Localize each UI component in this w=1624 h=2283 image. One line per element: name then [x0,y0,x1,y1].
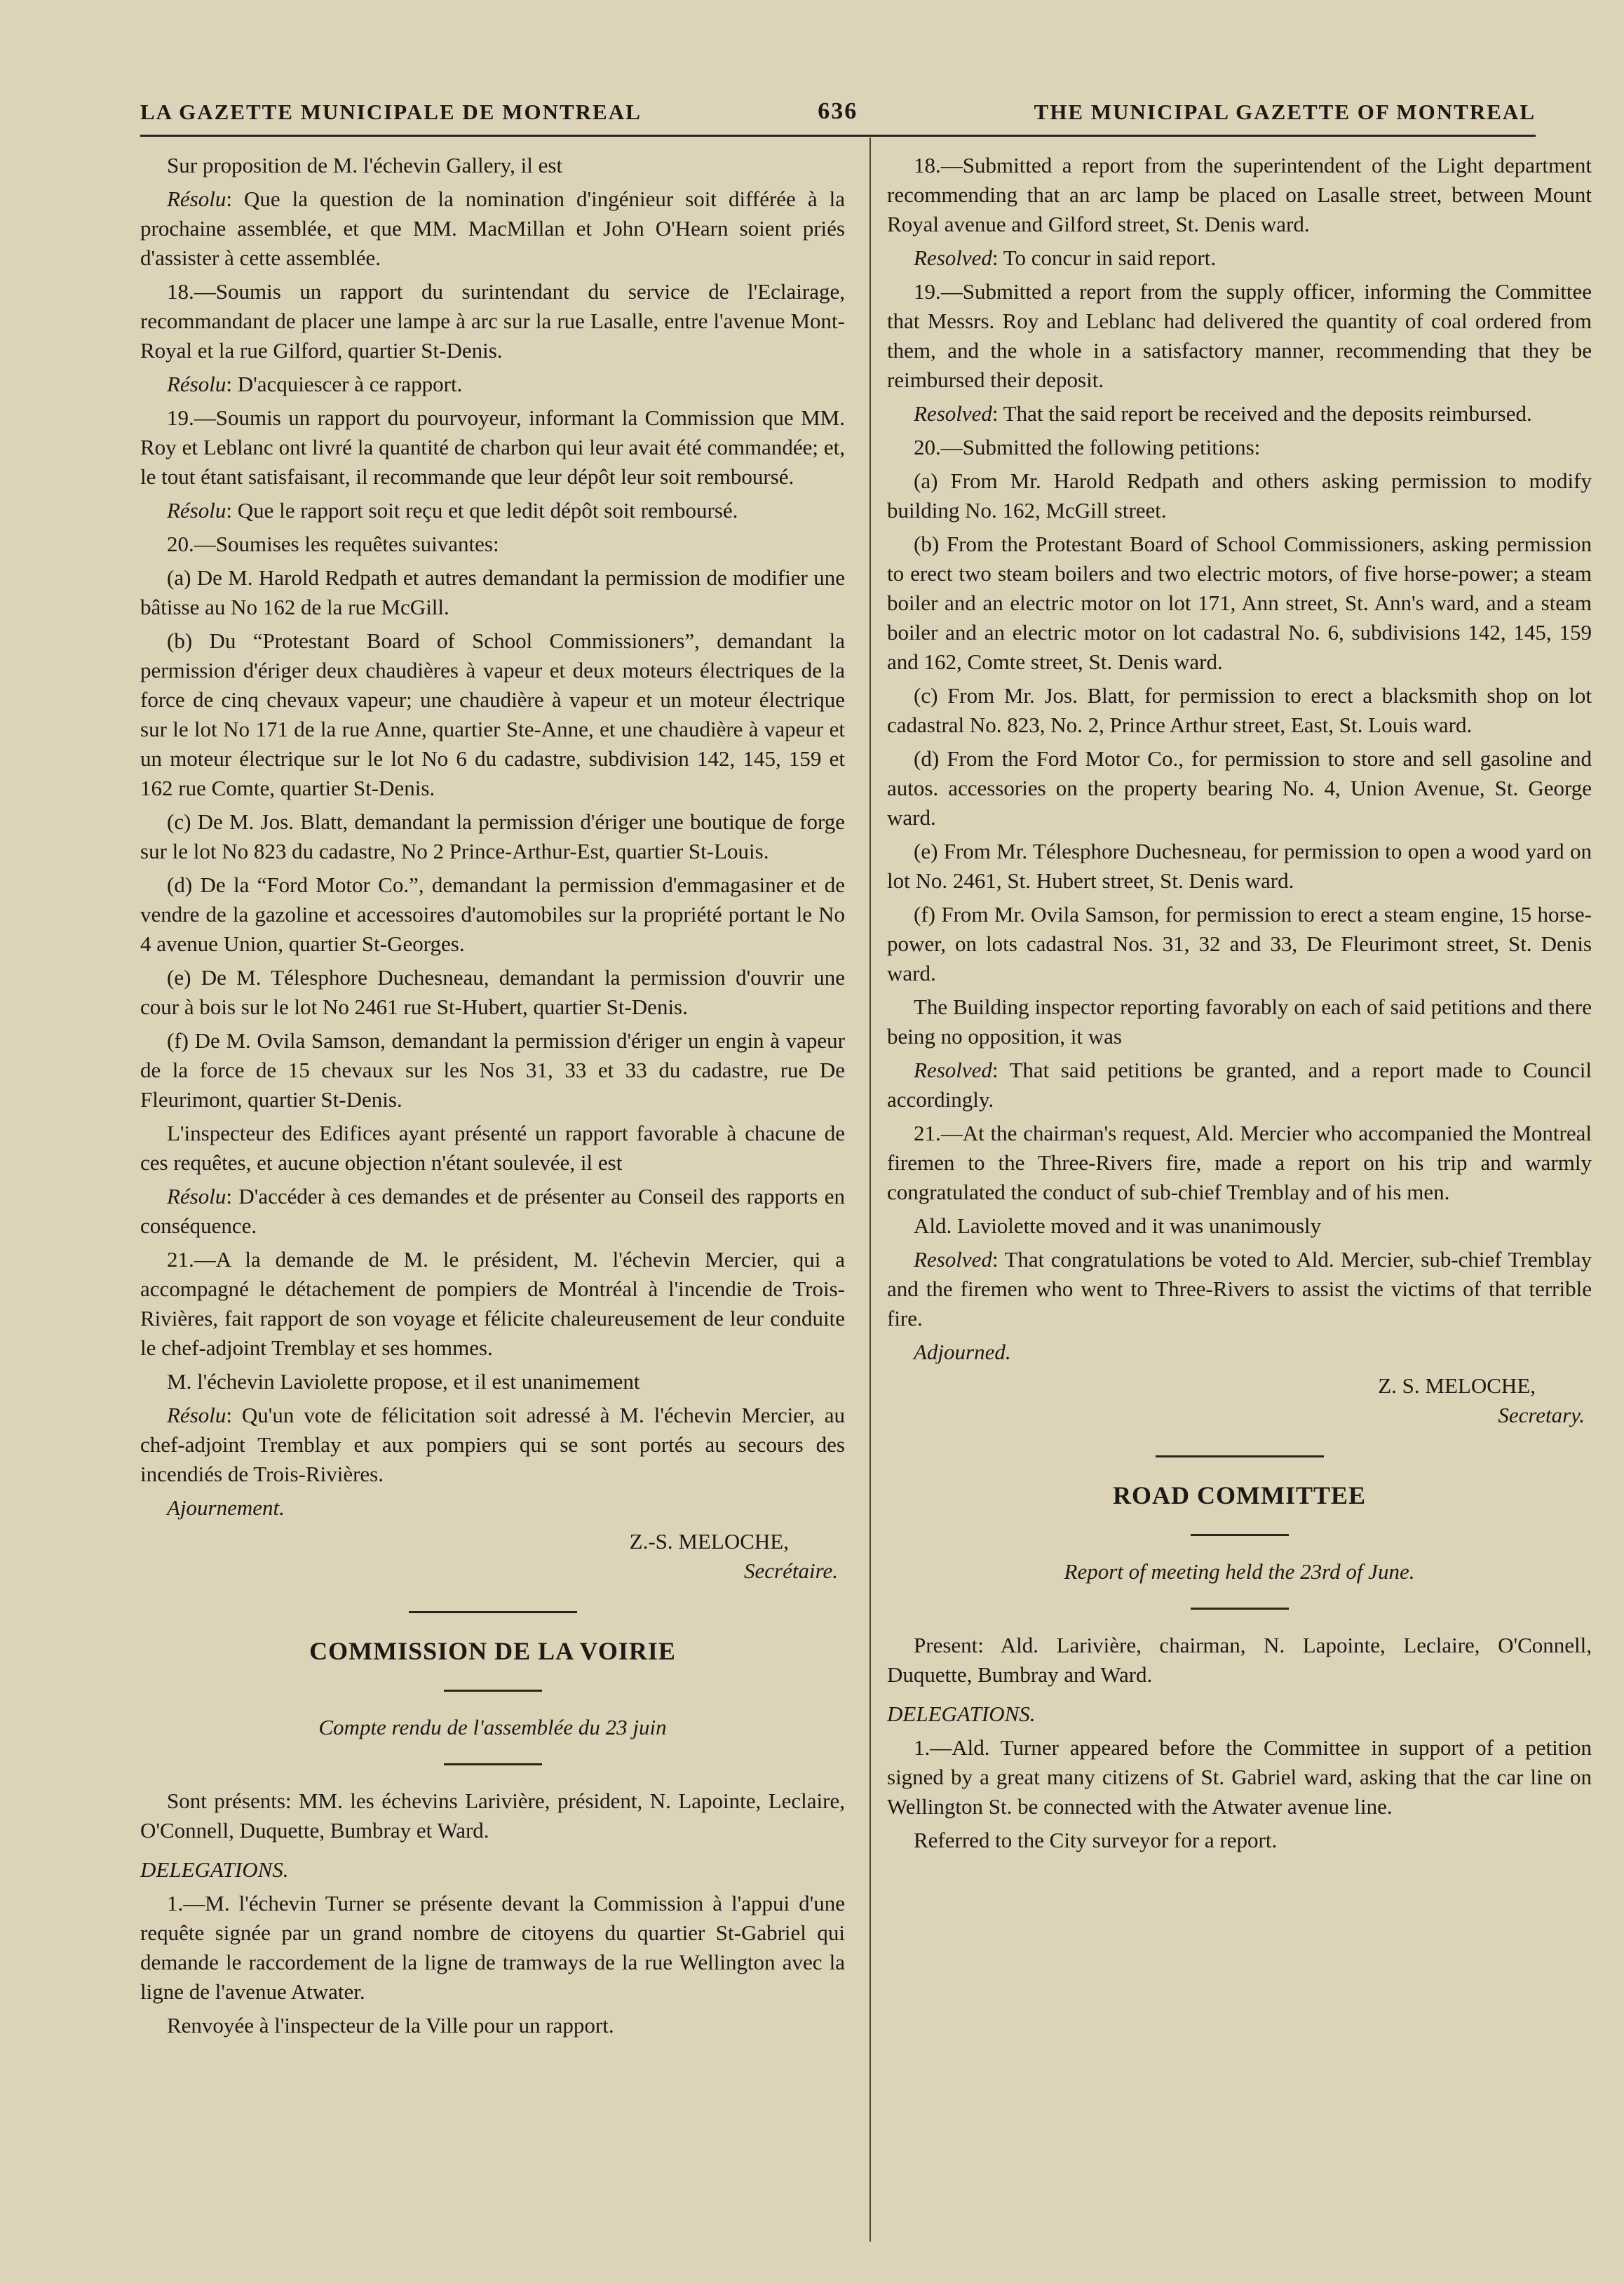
paragraph: (e) From Mr. Télesphore Duchesneau, for permission to open a wood yard on lot No. 2461, St. Hubert street, St. Denis ward. [887,839,1592,893]
signature-block [140,1527,845,1586]
header-english-title: THE MUNICIPAL GAZETTE OF MONTREAL [1034,100,1536,124]
paragraph: Sont présents: MM. les échevins Larivière, président, N. Lapointe, Leclaire, O'Connell, Duquette, Bumbray et Ward. [140,1788,845,1843]
resolu-label: Résolu [167,1403,226,1427]
section-subtitle: Report of meeting held the 23rd of June. [1064,1558,1415,1584]
paragraph: (c) De M. Jos. Blatt, demandant la permission d'ériger une boutique de forge sur le lot No 823 du cadastre, No 2 Prince-Arthur-Est, quartier St-Louis. [140,809,845,863]
paragraph: (d) De la “Ford Motor Co.”, demandant la permission d'emmagasiner et de vendre de la gazoline et accessoires d'automobiles sur la propriété portant le No 4 avenue Union, quartier St-Georges. [140,873,845,956]
paragraph: (f) From Mr. Ovila Samson, for permission to erect a steam engine, 15 horse-power, on lots cadastral Nos. 31, 32 and 33, De Fleurimont street, St. Denis ward. [887,902,1592,985]
paragraph: Present: Ald. Larivière, chairman, N. Lapointe, Leclaire, O'Connell, Duquette, Bumbray and Ward. [887,1632,1592,1687]
paragraph: Resolved: To concur in said report. [914,245,1217,270]
header-french-title: LA GAZETTE MUNICIPALE DE MONTREAL [140,100,642,124]
delegations-heading: DELEGATIONS. [140,1857,289,1882]
section-rule [1156,1455,1324,1457]
paragraph: (c) From Mr. Jos. Blatt, for permission to erect a blacksmith shop on lot cadastral No. 823, No. 2, Prince Arthur street, East, St. Louis ward. [887,683,1592,737]
paragraph: M. l'échevin Laviolette propose, et il est unanimement [167,1369,640,1394]
paragraph: (f) De M. Ovila Samson, demandant la permission d'ériger un engin à vapeur de la force de 15 chevaux sur les Nos 31, 33 et 33 du cadastre, rue De Fleurimont, quartier St-Denis. [140,1028,845,1112]
page-header [140,83,1536,125]
signature-name: Z. S. MELOCHE, [1378,1373,1536,1398]
paragraph: The Building inspector reporting favorably on each of said petitions and there being no opposition, it was [887,995,1592,1049]
paragraph: Resolved: That said petitions be granted, and a report made to Council accordingly. [887,1058,1592,1112]
section-title: ROAD COMMITTEE [1112,1481,1366,1509]
resolu-label: Résolu [167,372,226,396]
header-rule [140,135,1536,137]
paragraph: (a) De M. Harold Redpath et autres demandant la permission de modifier une bâtisse au No 162 de la rue McGill. [140,565,845,619]
page-number: 636 [818,98,858,124]
paragraph: Ald. Laviolette moved and it was unanimously [914,1213,1322,1238]
signature-title: Secretary. [1498,1403,1585,1427]
paragraph: 18.—Soumis un rapport du surintendant du service de l'Eclairage, recommandant de placer une lampe à arc sur la rue Lasalle, entre l'avenue Mont-Royal et la rue Gilford, quartier St-Denis. [140,279,845,363]
section-title: COMMISSION DE LA VOIRIE [309,1637,676,1665]
paragraph: Referred to the City surveyor for a report. [914,1827,1278,1852]
paragraph: 20.—Submitted the following petitions: [914,435,1261,459]
delegations-heading: DELEGATIONS. [887,1701,1036,1726]
title-rule [1191,1534,1289,1536]
paragraph: 1.—M. l'échevin Turner se présente devant la Commission à l'appui d'une requête signée par un grand nombre de citoyens du quartier St-Gabriel qui demande le raccordement de la ligne de tramways de la rue Wellington avec la ligne de l'avenue Atwater. [140,1890,845,2004]
paragraph: Résolu: D'acquiescer à ce rapport. [167,372,463,396]
paragraph: Renvoyée à l'inspecteur de la Ville pour un rapport. [167,2012,614,2038]
paragraph: (a) From Mr. Harold Redpath and others asking permission to modify building No. 162, McGill street. [887,469,1592,523]
column-divider [869,137,871,2242]
paragraph: 1.—Ald. Turner appeared before the Committee in support of a petition signed by a great many citizens of St. Gabriel ward, asking that the car line on Wellington St. be connected with the Atwater avenue line. [887,1735,1592,1819]
paragraph: 20.—Soumises les requêtes suivantes: [167,532,499,556]
paragraph: Résolu: Que le rapport soit reçu et que ledit dépôt soit remboursé. [167,498,738,523]
paragraph: 19.—Submitted a report from the supply officer, informing the Committee that Messrs. Roy and Leblanc had delivered the quantity of coal ordered from them, and the whole in a satisfactory manner, recommending that they be reimbursed their deposit. [887,279,1592,392]
paragraph: Resolved: That congratulations be voted to Ald. Mercier, sub-chief Tremblay and the firemen who went to Three-Rivers to assist the victims of that terrible fire. [887,1247,1592,1331]
resolu-label: Résolu [167,187,226,211]
signature-name: Z.-S. MELOCHE, [629,1529,789,1554]
paragraph: (d) From the Ford Motor Co., for permission to store and sell gasoline and autos. accessories on the property bearing No. 4, Union Avenue, St. George ward. [887,746,1592,830]
signature-title: Secrétaire. [744,1558,838,1583]
paragraph: (e) De M. Télesphore Duchesneau, demandant la permission d'ouvrir une cour à bois sur le lot No 2461 rue St-Hubert, quartier St-Denis. [140,965,845,1019]
paragraph: 21.—At the chairman's request, Ald. Mercier who accompanied the Montreal firemen to the Three-Rivers fire, made a report on his trip and warmly congratulated the conduct of sub-chief Tremblay and of his men. [887,1121,1592,1204]
resolved-label: Resolved [914,1058,992,1082]
section-rule [409,1611,577,1613]
resolu-label: Résolu [167,1184,226,1208]
paragraph: 21.—A la demande de M. le président, M. l'échevin Mercier, qui a accompagné le détachement de pompiers de Montréal à l'incendie de Trois-Rivières, fait rapport de son voyage et félicite chaleureusement de leur conduite le chef-adjoint Tremblay et ses hommes. [140,1247,845,1360]
paragraph: Sur proposition de M. l'échevin Gallery, il est [167,153,563,177]
resolved-label: Resolved [914,245,992,270]
paragraph: Resolved: That the said report be received and the deposits reimbursed. [914,401,1532,426]
subtitle-rule [1191,1608,1289,1610]
paragraph: Résolu: Qu'un vote de félicitation soit adressé à M. l'échevin Mercier, au chef-adjoint Tremblay et aux pompiers qui se sont portés au secours des incendiés de Trois-Rivières. [140,1403,845,1486]
resolved-label: Resolved [914,1247,992,1272]
paragraph: Résolu: Que la question de la nomination d'ingénieur soit différée à la prochaine assemblée, et que MM. MacMillan et John O'Hearn soient priés d'assister à cette assemblée. [140,187,845,270]
paragraph: (b) From the Protestant Board of School Commissioners, asking permission to erect two steam boilers and two electric motors, of five horse-power; a steam boiler and an electric motor on lot 171, Ann street, St. Ann's ward, and a steam boiler and an electric motor on lot cadastral No. 6, subdivisions 142, 145, 159 and 162, Comte street, St. Denis ward. [887,532,1592,674]
signature-block [887,1371,1592,1430]
paragraph: (b) Du “Protestant Board of School Commissioners”, demandant la permission d'ériger deux chaudières à vapeur et deux moteurs électriques de la force de cinq chevaux vapeur; une chaudière à vapeur et un moteur électrique sur le lot No 171 de la rue Anne, quartier Ste-Anne, et une chaudière à vapeur et un moteur électrique sur le lot No 6 du cadastre, subdivision 142, 145, 159 et 162 rue Comte, quartier St-Denis. [140,628,845,800]
english-column [887,151,1592,1859]
adjournment: Ajournement. [167,1495,285,1520]
section-subtitle: Compte rendu de l'assemblée du 23 juin [318,1714,667,1739]
french-column [140,151,845,2045]
paragraph: L'inspecteur des Edifices ayant présenté un rapport favorable à chacune de ces requêtes, et aucune objection n'étant soulevée, il est [140,1121,845,1175]
adjournment: Adjourned. [914,1340,1011,1364]
subtitle-rule [444,1763,542,1765]
title-rule [444,1690,542,1692]
resolved-label: Resolved [914,401,992,426]
paragraph: 18.—Submitted a report from the superintendent of the Light department recommending that an arc lamp be placed on Lasalle street, between Mount Royal avenue and Gilford street, St. Denis ward. [887,153,1592,236]
paragraph: Résolu: D'accéder à ces demandes et de présenter au Conseil des rapports en conséquence. [140,1184,845,1238]
resolu-label: Résolu [167,498,226,523]
paragraph: 19.—Soumis un rapport du pourvoyeur, informant la Commission que MM. Roy et Leblanc ont livré la quantité de charbon qui leur avait été commandée; et, le tout étant satisfaisant, il recommande que leur dépôt leur soit remboursé. [140,405,845,489]
